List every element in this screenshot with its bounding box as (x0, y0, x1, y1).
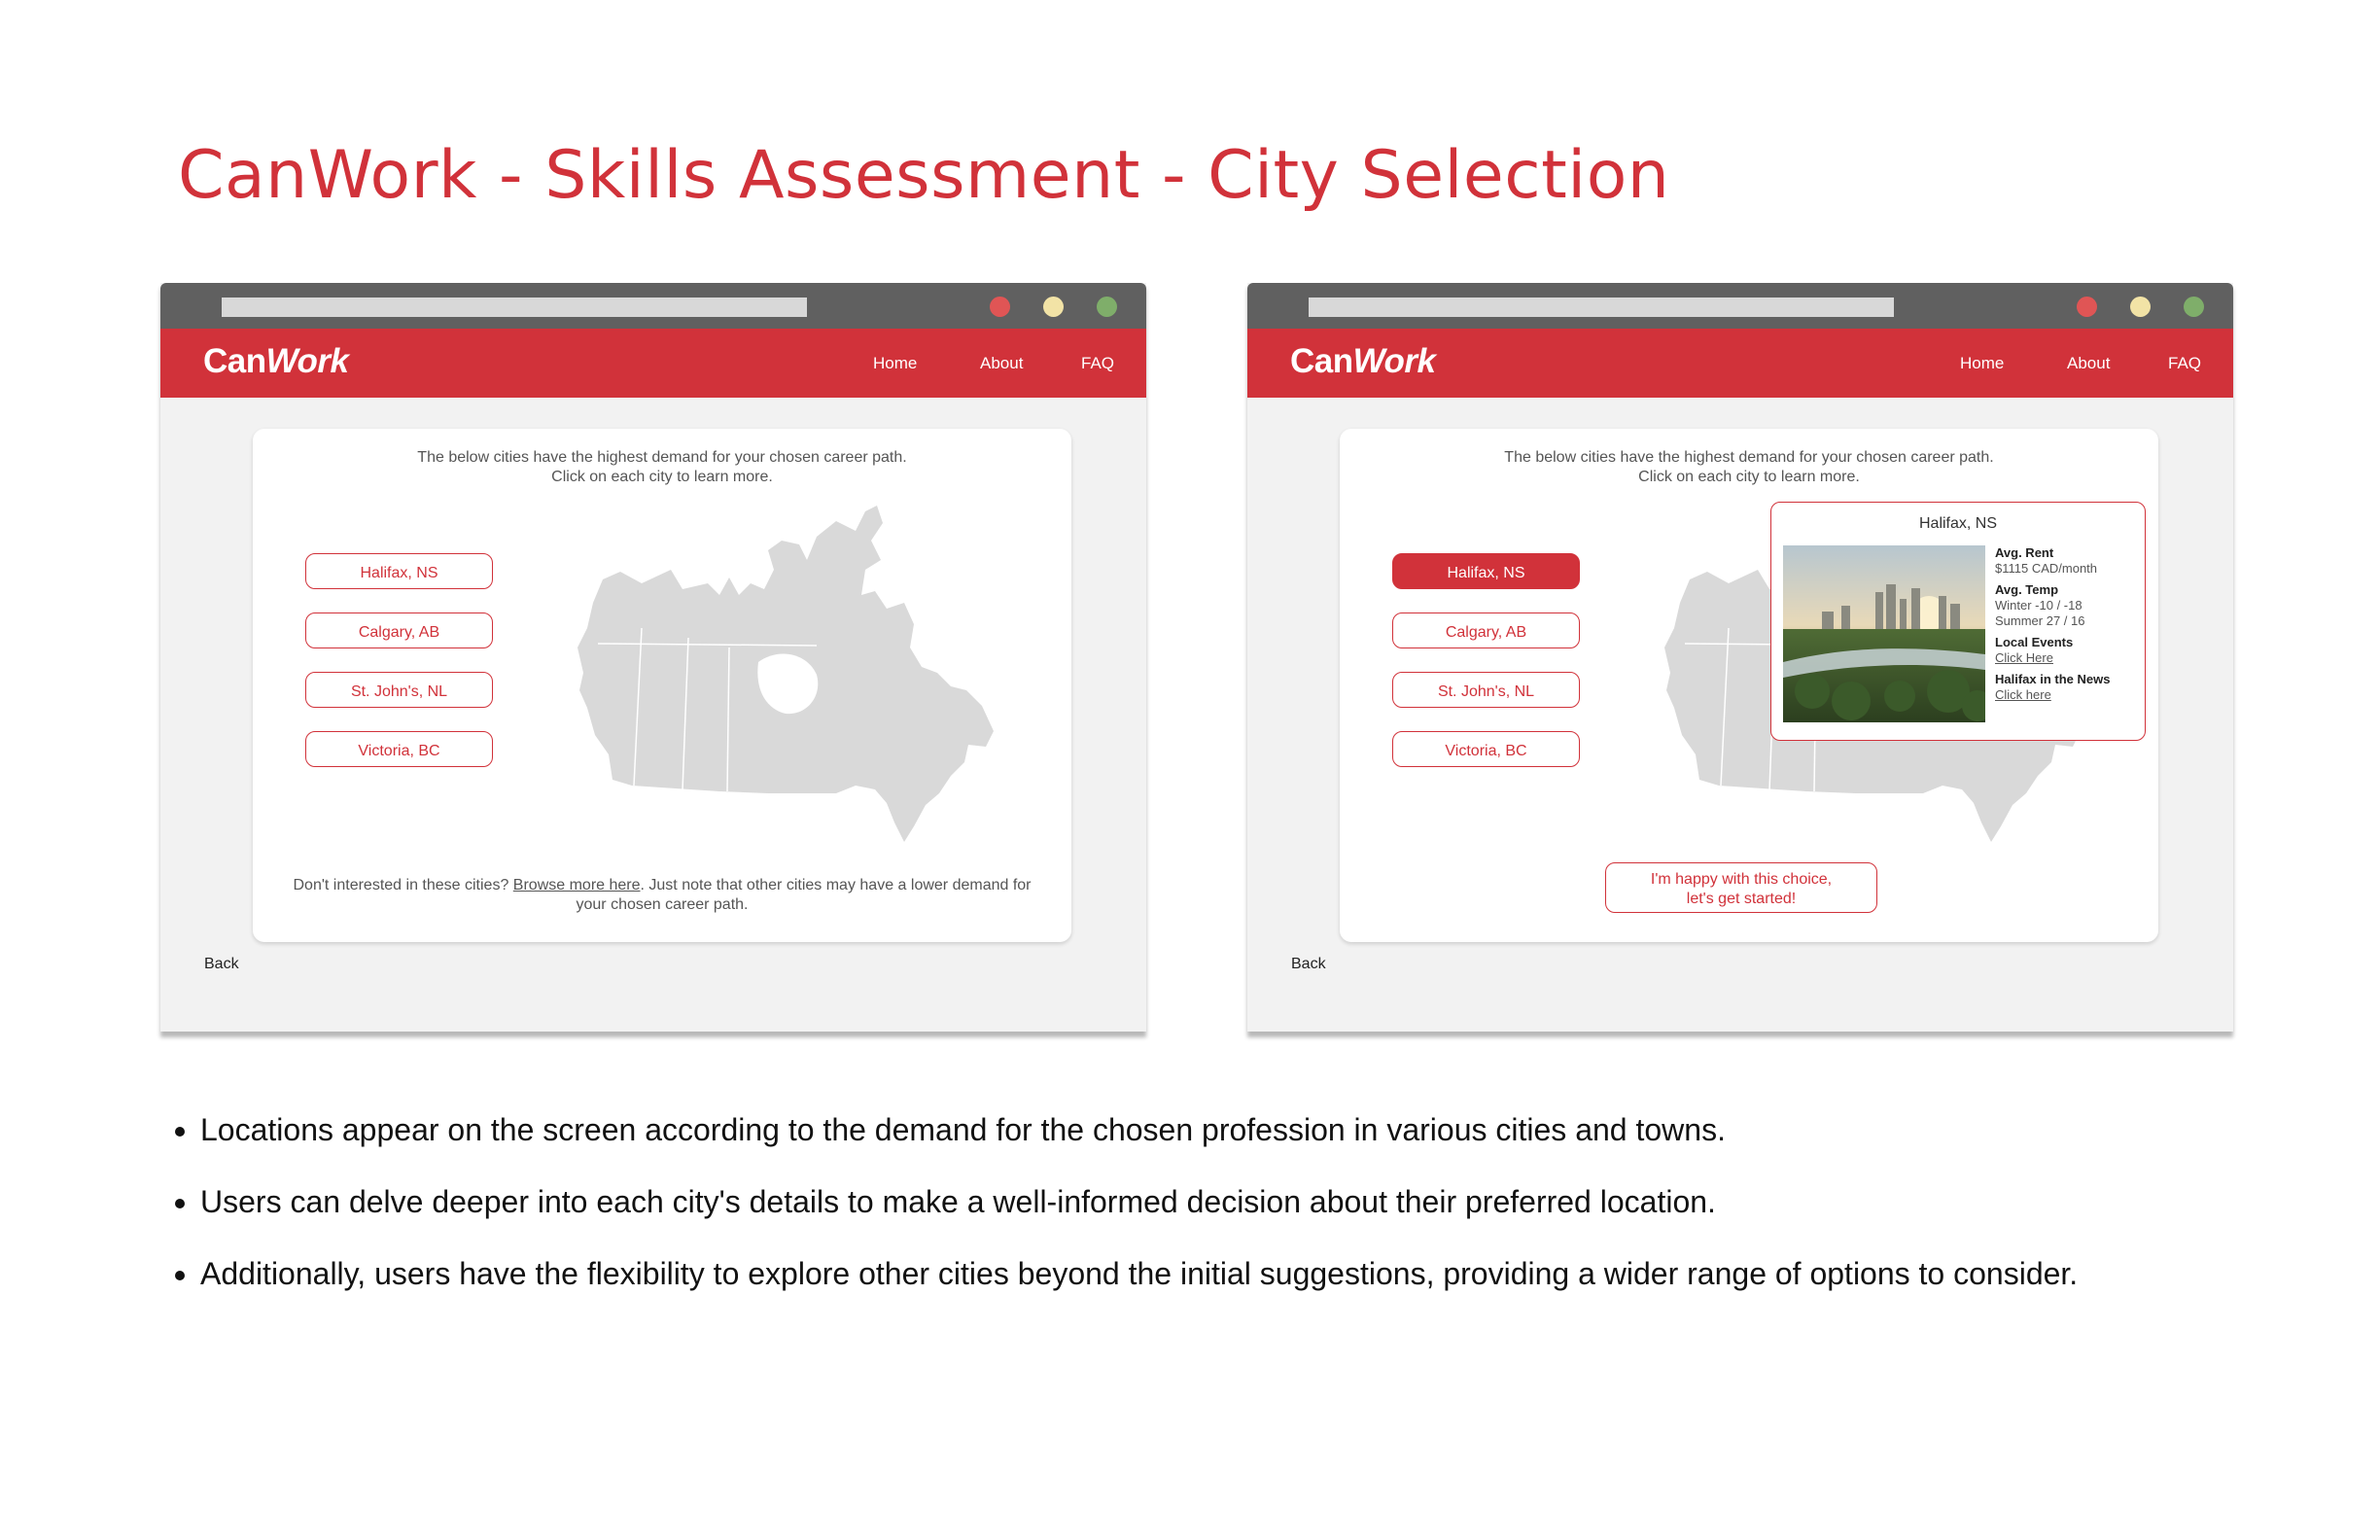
address-bar[interactable] (1309, 298, 1894, 317)
feature-note: • Additionally, users have the flexibility to explore other cities beyond the initial suggestions, providing a wider range of options to consider. (200, 1255, 2078, 1292)
nav-about-link[interactable]: About (980, 354, 1024, 372)
avg-temp-label: Avg. Temp (1995, 582, 2059, 597)
city-selection-card (253, 429, 1071, 942)
intro-text: The below cities have the highest demand for your chosen career path. Click on each city to learn more. (417, 449, 907, 485)
canwork-logo[interactable]: CanWork (1290, 342, 1436, 380)
local-events-link[interactable]: Click Here (1995, 650, 2053, 665)
city-button-calgary[interactable]: Calgary, AB (1392, 612, 1580, 648)
nav-about-link[interactable]: About (2067, 354, 2111, 372)
browse-more-link[interactable]: Browse more here (512, 877, 641, 893)
canwork-logo[interactable]: CanWork (203, 342, 349, 380)
avg-rent-label: Avg. Rent (1995, 545, 2054, 560)
avg-rent-value: $1115 CAD/month (1995, 561, 2098, 576)
nav-home-link[interactable]: Home (1960, 354, 2005, 372)
avg-temp-winter: Winter -10 / -18 (1995, 598, 2082, 612)
confirm-city-button[interactable]: I'm happy with this choice, let's get started! (1605, 862, 1877, 913)
feature-note: • Users can delve deeper into each city's details to make a well-informed decision about their preferred location. (200, 1183, 2078, 1220)
canada-map[interactable] (574, 502, 998, 852)
city-button-halifax[interactable]: Halifax, NS (305, 553, 493, 589)
browser-chrome (1247, 283, 2233, 329)
nav-home-link[interactable]: Home (873, 354, 918, 372)
close-window-dot[interactable] (990, 297, 1010, 317)
navbar (160, 329, 1146, 398)
local-events-label: Local Events (1995, 635, 2074, 649)
minimize-window-dot[interactable] (2130, 297, 2151, 317)
address-bar[interactable] (222, 298, 807, 317)
city-news-link[interactable]: Click here (1995, 687, 2051, 702)
feature-notes-list (165, 1111, 2078, 1327)
maximize-window-dot[interactable] (2184, 297, 2204, 317)
intro-text: The below cities have the highest demand for your chosen career path. Click on each city to learn more. (1504, 449, 1994, 485)
close-window-dot[interactable] (2077, 297, 2097, 317)
maximize-window-dot[interactable] (1097, 297, 1117, 317)
back-link[interactable]: Back (204, 956, 239, 972)
nav-faq-link[interactable]: FAQ (1081, 354, 1115, 372)
minimize-window-dot[interactable] (1043, 297, 1064, 317)
nav-faq-link[interactable]: FAQ (2168, 354, 2202, 372)
city-news-label: Halifax in the News (1995, 672, 2111, 686)
page-title: CanWork - Skills Assessment - City Selection (178, 137, 1670, 214)
city-button-st-johns[interactable]: St. John's, NL (1392, 672, 1580, 708)
browse-more-note: Don't interested in these cities? Browse more here. Just note that other cities may have a lower demand for your chosen career path. (293, 877, 1032, 913)
popup-city-title: Halifax, NS (1918, 515, 1998, 532)
browser-chrome (160, 283, 1146, 329)
city-info-list (1995, 545, 2141, 703)
city-selection-card (1340, 429, 2158, 942)
city-button-victoria[interactable]: Victoria, BC (1392, 731, 1580, 767)
city-button-calgary[interactable]: Calgary, AB (305, 612, 493, 648)
city-button-halifax-selected[interactable]: Halifax, NS (1392, 553, 1580, 589)
city-button-st-johns[interactable]: St. John's, NL (305, 672, 493, 708)
navbar (1247, 329, 2233, 398)
back-link[interactable]: Back (1291, 956, 1326, 972)
city-button-victoria[interactable]: Victoria, BC (305, 731, 493, 767)
avg-temp-summer: Summer 27 / 16 (1995, 613, 2085, 628)
feature-note: • Locations appear on the screen according to the demand for the chosen profession in various cities and towns. (200, 1111, 2078, 1148)
browser-window-selected (1247, 283, 2233, 1032)
city-skyline-photo (1783, 545, 1985, 722)
city-details-popup (1770, 502, 2146, 741)
browser-window-default (160, 283, 1146, 1032)
